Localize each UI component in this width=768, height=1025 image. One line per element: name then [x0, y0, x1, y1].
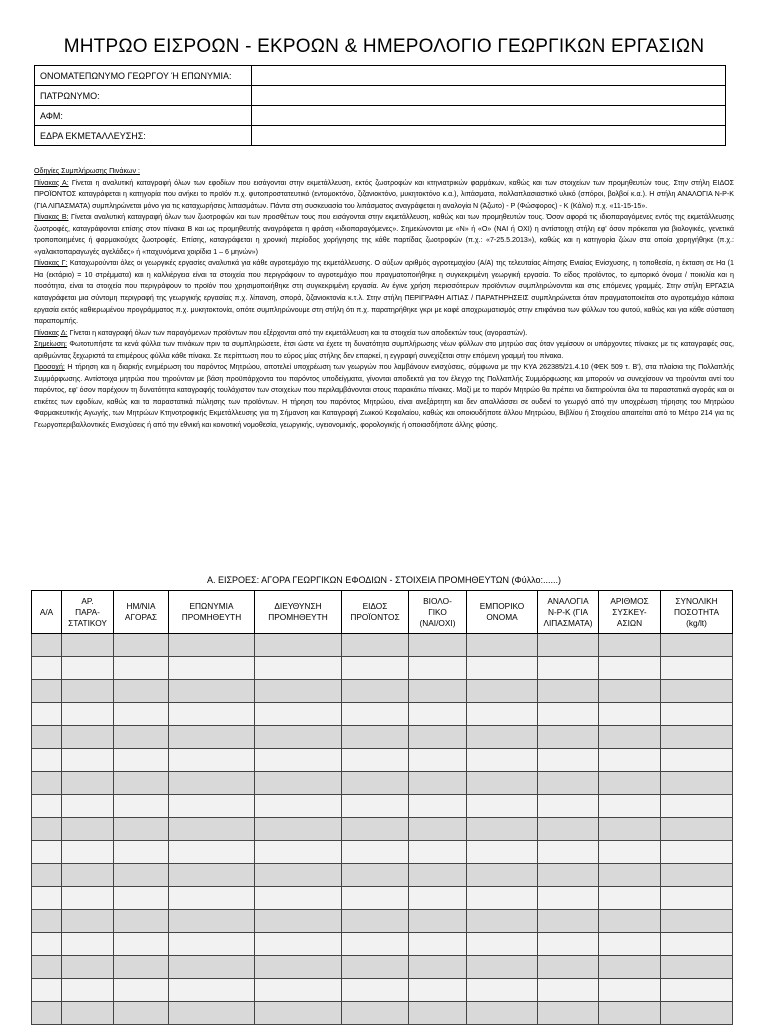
table-cell[interactable] — [32, 956, 62, 979]
table-cell[interactable] — [538, 749, 599, 772]
table-cell[interactable] — [409, 726, 467, 749]
table-cell[interactable] — [62, 703, 114, 726]
table-cell[interactable] — [32, 979, 62, 1002]
info-label: ΕΔΡΑ ΕΚΜΕΤΑΛΛΕΥΣΗΣ: — [35, 126, 252, 146]
table-cell[interactable] — [114, 841, 169, 864]
table-cell[interactable] — [32, 703, 62, 726]
table-cell[interactable] — [255, 933, 342, 956]
table-cell[interactable] — [661, 772, 733, 795]
table-cell[interactable] — [114, 979, 169, 1002]
table-cell[interactable] — [342, 910, 409, 933]
table-cell[interactable] — [467, 864, 538, 887]
table-row — [32, 841, 733, 864]
table-cell[interactable] — [538, 795, 599, 818]
table-cell[interactable] — [114, 1002, 169, 1025]
table-cell[interactable] — [538, 956, 599, 979]
table-cell[interactable] — [255, 657, 342, 680]
table-row — [32, 795, 733, 818]
table-cell[interactable] — [342, 956, 409, 979]
table-cell[interactable] — [62, 841, 114, 864]
instruction-text: Γίνεται η αναλυτική καταγραφή όλων των εφοδίων που εισάγονται στην εκμετάλλευση, εκτός ζωοτροφών και κτηνιατρικών φαρμάκων, καθώς και των στοιχείων των προμηθευτών τους. Στην στήλη ΕΙΔΟΣ ΠΡΟΪΟΝΤΟΣ καταγράφεται η κατηγορία που ανήκει το προϊόν π.χ. φυτοπροστατευτικό (εντομοκτόνο, ζιζανιοκτόνο, μυκητοκτόνο κ.α.), λιπάσματα, πολλαπλασιαστικό υλικό (σπόροι, βολβοί κ.α.). Η στήλη ΑΝΑΛΟΓΙΑ Ν-Ρ-Κ (ΓΙΑ ΛΙΠΑΣΜΑΤΑ) συμπληρώνεται μόνο για τις καταχωρήσεις λιπασμάτων. Πάντα στη συσκευασία του λιπάσματος αναγράφεται η αναλογία Ν (Άζωτο) - Ρ (Φώσφορος) - Κ (Κάλιο) π.χ. «11-15-15». — [34, 178, 735, 210]
table-cell[interactable] — [62, 634, 114, 657]
table-cell[interactable] — [114, 910, 169, 933]
table-cell[interactable] — [62, 933, 114, 956]
table-cell[interactable] — [599, 634, 661, 657]
table-cell[interactable] — [32, 818, 62, 841]
table-cell[interactable] — [599, 933, 661, 956]
instruction-text: Η τήρηση και η διαρκής ενημέρωση του παρόντος Μητρώου, αποτελεί υποχρέωση των γεωργών που λαμβάνουν ενισχύσεις, σύμφωνα με την ΚΥΑ 262385/21.4.10 (ΦΕΚ 509 τ. Β'), στα πλαίσια της Πολλαπλής Συμμόρφωσης. Αντίστοιχα μητρώα που τηρούνταν με βάση προϋπάρχοντα του παρόντος υποδείγματα, γίνονται αποδεκτά για τον έλεγχο της Πολλαπλής Συμμόρφωσης και μπορούν να συνεχίσουν να τηρούνται αντί του παρόντος, εφ' όσον παρέχουν τη δυνατότητα καταγραφής τουλάχιστον των στοιχείων που περιλαμβάνονται στους παρακάτω πίνακες. Μαζί με το παρόν Μητρώο θα πρέπει να διατηρούνται όλα τα παραστατικά αγοράς και οι ετικέτες των εφοδίων, καθώς και τα παραστατικά πώλησης των προϊόντων. Η τήρηση του παρόντος Μητρώου, είναι ανεξάρτητη και δεν απαλλάσσει σε ουδενί το γεωργό από την υποχρέωση τήρησης του Μητρώου Φαρμακευτικής Αγωγής, των Μητρώων Κτηνοτροφικής Εκμετάλλευσης για τη Σήμανση και Καταγραφή Ζωικού Κεφαλαίου, καθώς και οποιουδήποτε άλλου Μητρώου, Βιβλίου ή Στοιχείου απαιτείται από το Μέτρο 214 για τις Γεωργοπεριβαλλοντικές Ενισχύσεις ή από την εθνική και κοινοτική νομοθεσία, γεωργικής, υγειονομικής, φορολογικής ή οποιασδήποτε άλλης φύσης. — [34, 363, 734, 430]
table-cell[interactable] — [599, 910, 661, 933]
table-cell[interactable] — [114, 772, 169, 795]
instruction-label: Προσοχή: — [34, 363, 65, 372]
table-cell[interactable] — [467, 979, 538, 1002]
table-cell[interactable] — [538, 772, 599, 795]
table-cell[interactable] — [169, 680, 255, 703]
table-row — [32, 772, 733, 795]
table-cell[interactable] — [255, 795, 342, 818]
table-cell[interactable] — [62, 772, 114, 795]
table-cell[interactable] — [255, 772, 342, 795]
table-cell[interactable] — [599, 772, 661, 795]
table-cell[interactable] — [467, 772, 538, 795]
table-header-row — [32, 591, 733, 634]
info-label: ΠΑΤΡΩΝΥΜΟ: — [35, 86, 252, 106]
table-row — [32, 726, 733, 749]
table-cell[interactable] — [661, 749, 733, 772]
table-cell[interactable] — [169, 864, 255, 887]
table-cell[interactable] — [62, 1002, 114, 1025]
column-header: ΒΙΟΛΟ- ΓΙΚΟ (ΝΑΙ/ΟΧΙ) — [409, 591, 467, 634]
table-cell[interactable] — [661, 841, 733, 864]
table-cell[interactable] — [538, 657, 599, 680]
instructions-block — [34, 166, 734, 432]
table-cell[interactable] — [32, 910, 62, 933]
table-cell[interactable] — [255, 1002, 342, 1025]
table-cell[interactable] — [538, 910, 599, 933]
table-cell[interactable] — [538, 887, 599, 910]
table-cell[interactable] — [114, 634, 169, 657]
table-cell[interactable] — [114, 703, 169, 726]
section-title: Α. ΕΙΣΡΟΕΣ: ΑΓΟΡΑ ΓΕΩΡΓΙΚΩΝ ΕΦΟΔΙΩΝ - ΣΤΟΙΧΕΙΑ ΠΡΟΜΗΘΕΥΤΩΝ (Φύλλο:......) — [206, 575, 561, 585]
table-cell[interactable] — [467, 841, 538, 864]
table-cell[interactable] — [342, 680, 409, 703]
table-cell[interactable] — [661, 634, 733, 657]
instruction-table-a — [34, 178, 734, 213]
table-cell[interactable] — [169, 841, 255, 864]
table-cell[interactable] — [255, 841, 342, 864]
table-cell[interactable] — [599, 887, 661, 910]
table-cell[interactable] — [467, 703, 538, 726]
table-cell[interactable] — [599, 726, 661, 749]
table-cell[interactable] — [467, 680, 538, 703]
table-cell[interactable] — [599, 749, 661, 772]
table-cell[interactable] — [661, 1002, 733, 1025]
table-cell[interactable] — [169, 1002, 255, 1025]
table-cell[interactable] — [62, 795, 114, 818]
table-cell[interactable] — [32, 749, 62, 772]
table-cell[interactable] — [661, 818, 733, 841]
instruction-text: Γίνεται η καταγραφή όλων των παραγόμενων προϊόντων που εξέρχονται από την εκμετάλλευση και τα στοιχεία των αποδεκτών τους (αγοραστών). — [67, 328, 528, 337]
column-header: ΑΡ. ΠΑΡΑ- ΣΤΑΤΙΚΟΥ — [62, 591, 114, 634]
table-cell[interactable] — [661, 887, 733, 910]
table-cell[interactable] — [467, 818, 538, 841]
column-header: ΑΡΙΘΜΟΣ ΣΥΣΚΕΥ- ΑΣΙΩΝ — [599, 591, 661, 634]
table-cell[interactable] — [409, 657, 467, 680]
table-cell[interactable] — [661, 864, 733, 887]
instruction-label: Σημείωση: — [34, 340, 67, 349]
table-cell[interactable] — [538, 864, 599, 887]
table-cell[interactable] — [169, 910, 255, 933]
farmer-info-table — [34, 65, 726, 146]
table-cell[interactable] — [467, 1002, 538, 1025]
table-cell[interactable] — [62, 680, 114, 703]
table-cell[interactable] — [409, 887, 467, 910]
inputs-table — [31, 590, 733, 1025]
instruction-label: Πίνακας Β: — [34, 213, 69, 222]
afm-field[interactable] — [252, 106, 726, 126]
table-row — [32, 749, 733, 772]
table-cell[interactable] — [467, 726, 538, 749]
table-cell[interactable] — [409, 956, 467, 979]
table-cell[interactable] — [661, 979, 733, 1002]
table-row — [32, 910, 733, 933]
table-cell[interactable] — [62, 910, 114, 933]
table-cell[interactable] — [661, 933, 733, 956]
table-cell[interactable] — [538, 933, 599, 956]
table-cell[interactable] — [599, 864, 661, 887]
table-cell[interactable] — [342, 726, 409, 749]
table-cell[interactable] — [62, 887, 114, 910]
table-cell[interactable] — [62, 749, 114, 772]
table-cell[interactable] — [409, 634, 467, 657]
info-row-seat — [35, 126, 726, 146]
table-cell[interactable] — [467, 657, 538, 680]
table-cell[interactable] — [409, 680, 467, 703]
table-cell[interactable] — [114, 749, 169, 772]
table-cell[interactable] — [342, 841, 409, 864]
page-title: ΜΗΤΡΩΟ ΕΙΣΡΟΩΝ - ΕΚΡΟΩΝ & ΗΜΕΡΟΛΟΓΙΟ ΓΕΩΡΓΙΚΩΝ ΕΡΓΑΣΙΩΝ — [63, 36, 705, 57]
column-header: ΕΠΩΝΥΜΙΑ ΠΡΟΜΗΘΕΥΤΗ — [169, 591, 255, 634]
info-row-patronymic — [35, 86, 726, 106]
table-cell[interactable] — [114, 726, 169, 749]
column-header: ΔΙΕΥΘΥΝΣΗ ΠΡΟΜΗΘΕΥΤΗ — [255, 591, 342, 634]
table-cell[interactable] — [661, 910, 733, 933]
table-row — [32, 864, 733, 887]
instruction-text: Γίνεται αναλυτική καταγραφή όλων των ζωοτροφών και των προσθέτων τους που εισάγονται στην εκμετάλλευση, καθώς και των προμηθευτών τους. Όσον αφορά τις ιδιοπαραγόμενες εντός της εκμετάλλευσης ζωοτροφές, καταγράφονται επίσης στον πίνακα Β και ως προμηθευτής αναγράφεται η φράση «ιδιοπαραγόμενες». Σημειώνονται με «Ν» ή «Ο» (ΝΑΙ ή ΟΧΙ) η αντίστοιχη στήλη εφ' όσον πρόκειται για βιολογικές, γενετικά τροποποιημένες ή φαρμακούχες ζωοτροφές. Επίσης, καταγράφεται η χρονική περίοδος χορήγησης της κάθε παρτίδας ζωοτροφών (π.χ.: «7-25.5.2013»), καθώς και η κατηγορία ζώων στα οποία χορηγήθηκε (π.χ.: «γαλακτοπαραγωγές αγελάδες» ή «παχυνόμενα χοιρίδια 1 – 6 μηνών») — [34, 213, 734, 256]
table-cell[interactable] — [409, 818, 467, 841]
table-cell[interactable] — [32, 634, 62, 657]
table-cell[interactable] — [342, 887, 409, 910]
table-cell[interactable] — [62, 726, 114, 749]
table-cell[interactable] — [255, 864, 342, 887]
table-cell[interactable] — [342, 703, 409, 726]
table-row — [32, 680, 733, 703]
table-cell[interactable] — [32, 795, 62, 818]
instruction-label: Πίνακας Γ: — [34, 259, 68, 268]
table-cell[interactable] — [467, 910, 538, 933]
column-header: ΣΥΝΟΛΙΚΗ ΠΟΣΟΤΗΤΑ (kg/lt) — [661, 591, 733, 634]
holding-seat-field[interactable] — [252, 126, 726, 146]
table-cell[interactable] — [32, 680, 62, 703]
table-row — [32, 818, 733, 841]
table-cell[interactable] — [409, 841, 467, 864]
instruction-attention — [34, 362, 734, 431]
table-cell[interactable] — [599, 703, 661, 726]
table-cell[interactable] — [114, 680, 169, 703]
table-cell[interactable] — [255, 749, 342, 772]
table-cell[interactable] — [32, 726, 62, 749]
table-cell[interactable] — [169, 772, 255, 795]
table-cell[interactable] — [661, 657, 733, 680]
farmer-name-field[interactable] — [252, 66, 726, 86]
table-cell[interactable] — [255, 956, 342, 979]
table-cell[interactable] — [467, 749, 538, 772]
table-cell[interactable] — [32, 841, 62, 864]
table-cell[interactable] — [599, 680, 661, 703]
table-cell[interactable] — [114, 657, 169, 680]
table-cell[interactable] — [538, 634, 599, 657]
table-cell[interactable] — [169, 979, 255, 1002]
table-cell[interactable] — [467, 634, 538, 657]
table-cell[interactable] — [661, 956, 733, 979]
table-row — [32, 657, 733, 680]
instruction-label: Πίνακας Α: — [34, 178, 69, 187]
column-header: ΕΙΔΟΣ ΠΡΟΪΟΝΤΟΣ — [342, 591, 409, 634]
table-cell[interactable] — [409, 979, 467, 1002]
table-cell[interactable] — [169, 703, 255, 726]
patronymic-field[interactable] — [252, 86, 726, 106]
info-row-afm — [35, 106, 726, 126]
table-cell[interactable] — [342, 818, 409, 841]
table-cell[interactable] — [599, 841, 661, 864]
table-row — [32, 634, 733, 657]
table-cell[interactable] — [62, 864, 114, 887]
table-cell[interactable] — [169, 818, 255, 841]
table-cell[interactable] — [342, 979, 409, 1002]
table-row — [32, 956, 733, 979]
table-cell[interactable] — [32, 772, 62, 795]
table-cell[interactable] — [661, 726, 733, 749]
info-row-name — [35, 66, 726, 86]
info-label: ΟΝΟΜΑΤΕΠΩΝΥΜΟ ΓΕΩΡΓΟΥ Ή ΕΠΩΝΥΜΙΑ: — [35, 66, 252, 86]
table-cell[interactable] — [255, 887, 342, 910]
table-cell[interactable] — [255, 703, 342, 726]
table-cell[interactable] — [62, 979, 114, 1002]
table-cell[interactable] — [599, 1002, 661, 1025]
column-header: ΑΝΑΛΟΓΙΑ Ν-Ρ-Κ (ΓΙΑ ΛΙΠΑΣΜΑΤΑ) — [538, 591, 599, 634]
table-row — [32, 933, 733, 956]
table-cell[interactable] — [409, 749, 467, 772]
table-cell[interactable] — [32, 887, 62, 910]
table-cell[interactable] — [467, 956, 538, 979]
table-cell[interactable] — [538, 726, 599, 749]
table-cell[interactable] — [467, 933, 538, 956]
table-cell[interactable] — [32, 933, 62, 956]
table-cell[interactable] — [32, 864, 62, 887]
table-cell[interactable] — [169, 795, 255, 818]
table-cell[interactable] — [114, 864, 169, 887]
table-cell[interactable] — [342, 864, 409, 887]
table-cell[interactable] — [538, 1002, 599, 1025]
table-cell[interactable] — [169, 657, 255, 680]
instruction-table-b — [34, 212, 734, 258]
table-cell[interactable] — [169, 634, 255, 657]
table-cell[interactable] — [169, 933, 255, 956]
table-cell[interactable] — [342, 933, 409, 956]
info-label: ΑΦΜ: — [35, 106, 252, 126]
table-cell[interactable] — [661, 795, 733, 818]
column-header: Α/Α — [32, 591, 62, 634]
table-cell[interactable] — [255, 979, 342, 1002]
table-cell[interactable] — [661, 703, 733, 726]
table-cell[interactable] — [409, 703, 467, 726]
table-cell[interactable] — [169, 749, 255, 772]
table-body — [32, 634, 733, 1025]
table-cell[interactable] — [32, 1002, 62, 1025]
table-row — [32, 887, 733, 910]
table-cell[interactable] — [342, 657, 409, 680]
column-header: ΗΜ/ΝΙΑ ΑΓΟΡΑΣ — [114, 591, 169, 634]
table-cell[interactable] — [114, 887, 169, 910]
instruction-text: Καταχωρούνται όλες οι γεωργικές εργασίες αναλυτικά για κάθε αγροτεμάχιο της εκμετάλλευσης. Ο αύξων αριθμός αγροτεμαχίου (Α/Α) της τελευταίας Αίτησης Ενιαίας Ενίσχυσης, η τοποθεσία, η έκταση σε Ηα (1 Ηα (εκτάριο) = 10 στρέμματα) και η καλλιέργεια είναι τα στοιχεία που περιγράφουν το αγροτεμάχιο που πραγματοποιήθηκε η συγκεκριμένη γεωργική εργασία. Το είδος προϊόντος, το εμπορικό όνομα / ποικιλία και η ποσότητα, είναι τα στοιχεία που περιγράφουν το προϊόν που χρησιμοποιήθηκε στη συγκεκριμένη εργασία. Αν έγινε χρήση περισσότερων προϊόντων συμπληρώνονται και στις επόμενες γραμμές. Στην στήλη ΕΡΓΑΣΙΑ καταγράφεται μια σύντομη περιγραφή της γεωργικής εργασίας π.χ. λίπανση, σπορά, ζιζανιοκτονία κ.τ.λ. Στην στήλη ΠΕΡΙΓΡΑΦΗ ΑΙΤΙΑΣ / ΠΑΡΑΤΗΡΗΣΕΙΣ συμπληρώνεται όταν πραγματοποιείται στο αγροτεμάχιο κάποια εργασία εκτός καθιερωμένου προγράμματος π.χ. μυκητοκτονία, οπότε συμπληρώνουμε στη στήλη ότι π.χ. παρατηρήθηκε γκρι με καφέ αποχρωματισμός στην επιφάνεια των φύλλων του φυτού, καθώς και για κάθε σύσταση παραπομπής. — [34, 259, 734, 326]
instruction-table-c — [34, 258, 734, 327]
instruction-table-d — [34, 328, 734, 340]
table-cell[interactable] — [255, 818, 342, 841]
instruction-note — [34, 339, 734, 362]
table-cell[interactable] — [114, 795, 169, 818]
table-cell[interactable] — [599, 979, 661, 1002]
table-cell[interactable] — [114, 933, 169, 956]
table-cell[interactable] — [62, 818, 114, 841]
table-cell[interactable] — [538, 841, 599, 864]
table-cell[interactable] — [114, 818, 169, 841]
table-cell[interactable] — [467, 887, 538, 910]
column-header: ΕΜΠΟΡΙΚΟ ΟΝΟΜΑ — [467, 591, 538, 634]
table-cell[interactable] — [342, 795, 409, 818]
table-cell[interactable] — [255, 726, 342, 749]
table-cell[interactable] — [409, 933, 467, 956]
instruction-label: Πίνακας Δ: — [34, 328, 68, 337]
table-cell[interactable] — [342, 634, 409, 657]
table-cell[interactable] — [255, 680, 342, 703]
table-cell[interactable] — [409, 910, 467, 933]
table-cell[interactable] — [538, 680, 599, 703]
table-cell[interactable] — [599, 795, 661, 818]
table-cell[interactable] — [169, 956, 255, 979]
table-cell[interactable] — [342, 772, 409, 795]
table-cell[interactable] — [255, 634, 342, 657]
table-cell[interactable] — [599, 818, 661, 841]
table-cell[interactable] — [169, 887, 255, 910]
table-row — [32, 1002, 733, 1025]
table-cell[interactable] — [409, 772, 467, 795]
table-cell[interactable] — [62, 657, 114, 680]
table-cell[interactable] — [599, 657, 661, 680]
table-cell[interactable] — [62, 956, 114, 979]
table-cell[interactable] — [409, 1002, 467, 1025]
table-cell[interactable] — [255, 910, 342, 933]
table-cell[interactable] — [169, 726, 255, 749]
instruction-text: Φωτοτυπήστε τα κενά φύλλα των πινάκων πριν τα συμπληρώσετε, έτσι ώστε να έχετε τη δυνατότητα συμπλήρωσης νέων φύλλων στο μητρώο σας όταν γεμίσουν οι υπάρχοντες πίνακες με τις καταγραφές σας, αριθμώντας ξεχωριστά τα επιμέρους φύλλα κάθε πίνακα. Σε περίπτωση που το εύρος μίας στήλης δεν επαρκεί, η εγγραφή συνεχίζεται στην επόμενη γραμμή του πίνακα. — [34, 340, 734, 360]
instructions-heading: Οδηγίες Συμπλήρωσης Πινάκων : — [34, 167, 140, 175]
table-cell[interactable] — [661, 680, 733, 703]
table-row — [32, 703, 733, 726]
table-cell[interactable] — [538, 818, 599, 841]
table-cell[interactable] — [467, 795, 538, 818]
table-cell[interactable] — [114, 956, 169, 979]
table-cell[interactable] — [599, 956, 661, 979]
table-cell[interactable] — [342, 1002, 409, 1025]
table-cell[interactable] — [409, 795, 467, 818]
table-cell[interactable] — [32, 657, 62, 680]
table-cell[interactable] — [538, 979, 599, 1002]
table-cell[interactable] — [342, 749, 409, 772]
table-row — [32, 979, 733, 1002]
table-cell[interactable] — [409, 864, 467, 887]
table-cell[interactable] — [538, 703, 599, 726]
